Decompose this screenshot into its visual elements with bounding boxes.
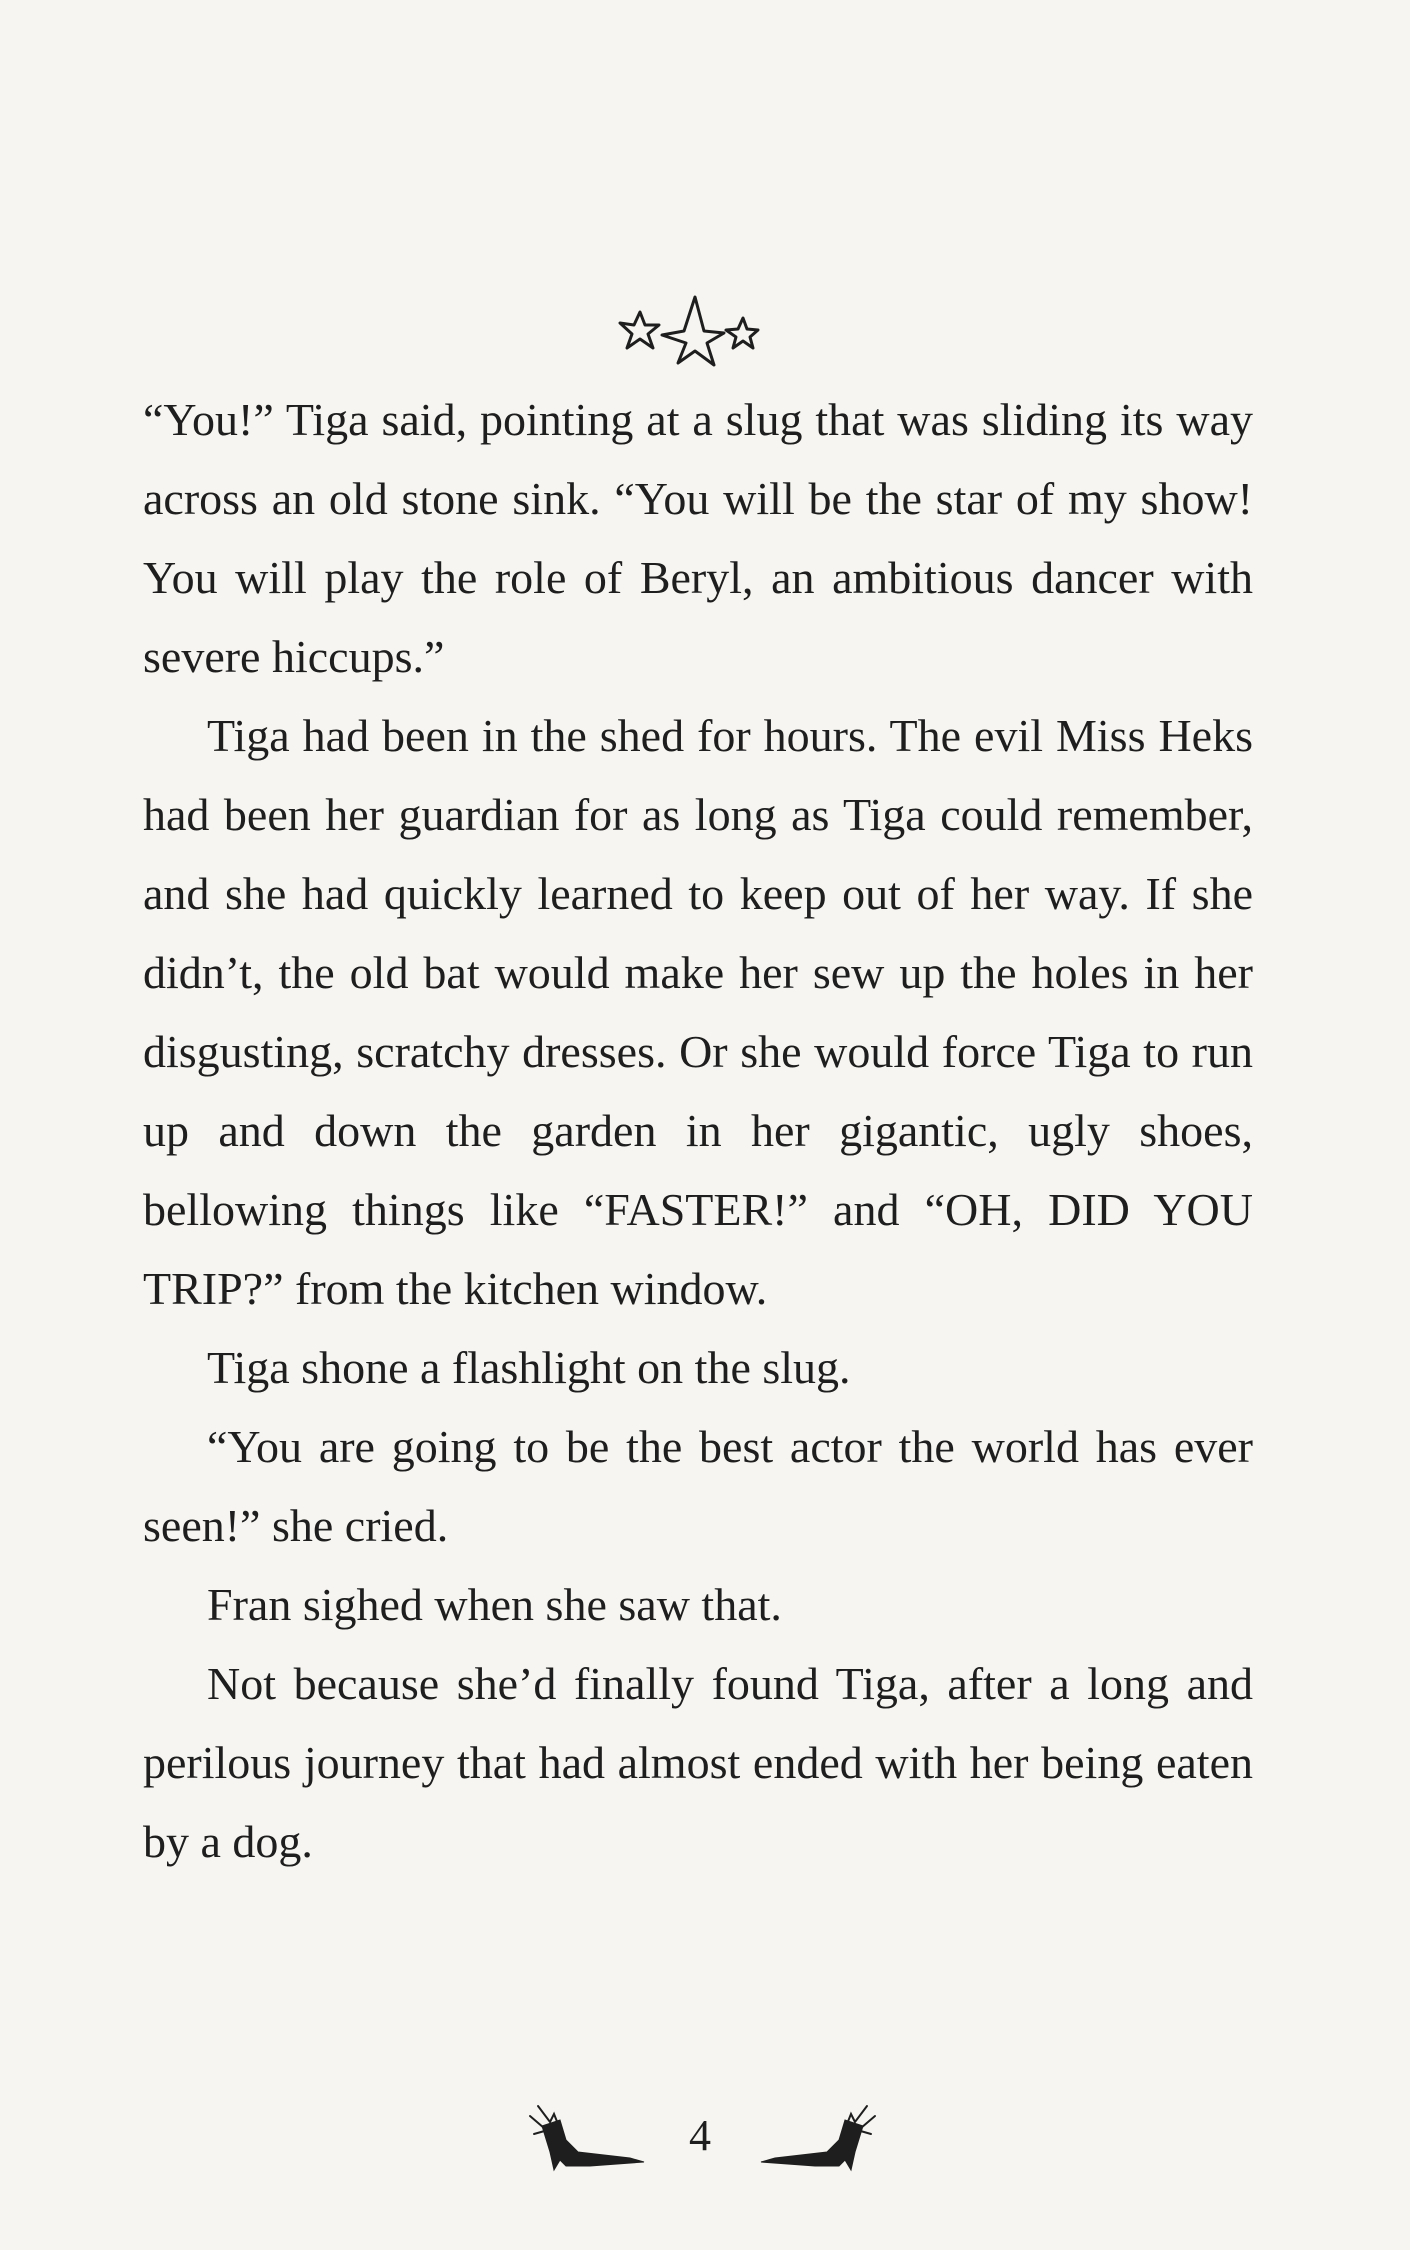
chapter-text bbox=[143, 380, 1253, 1881]
paragraph: “You are going to be the best actor the world has ever seen!” she cried. bbox=[143, 1421, 1253, 1551]
right-shoe-icon bbox=[755, 2100, 885, 2180]
page-number: 4 bbox=[689, 2111, 711, 2160]
three-stars-icon bbox=[600, 285, 800, 375]
paragraph: “You!” Tiga said, pointing at a slug that was sliding its way across an old stone sink. “You will be the star of my show! You will play the role of Beryl, an ambitious dancer with severe hiccups.” bbox=[143, 394, 1253, 682]
paragraph: Fran sighed when she saw that. bbox=[207, 1579, 782, 1630]
paragraph: Tiga had been in the shed for hours. The evil Miss Heks had been her guardian for as long as Tiga could remember, and she had quickly learned to keep out of her way. If she didn’t, the old bat would make her sew up the holes in her disgusting, scratchy dresses. Or she would force Tiga to run up and down the garden in her gigantic, ugly shoes, bellowing things like “FASTER!” and “OH, DID YOU TRIP?” from the kitchen window. bbox=[143, 710, 1253, 1314]
left-shoe-icon bbox=[520, 2100, 650, 2180]
paragraph: Not because she’d finally found Tiga, after a long and perilous journey that had almost ended with her being eaten by a dog. bbox=[143, 1658, 1253, 1867]
paragraph: Tiga shone a flashlight on the slug. bbox=[207, 1342, 851, 1393]
page-footer bbox=[500, 2100, 900, 2180]
